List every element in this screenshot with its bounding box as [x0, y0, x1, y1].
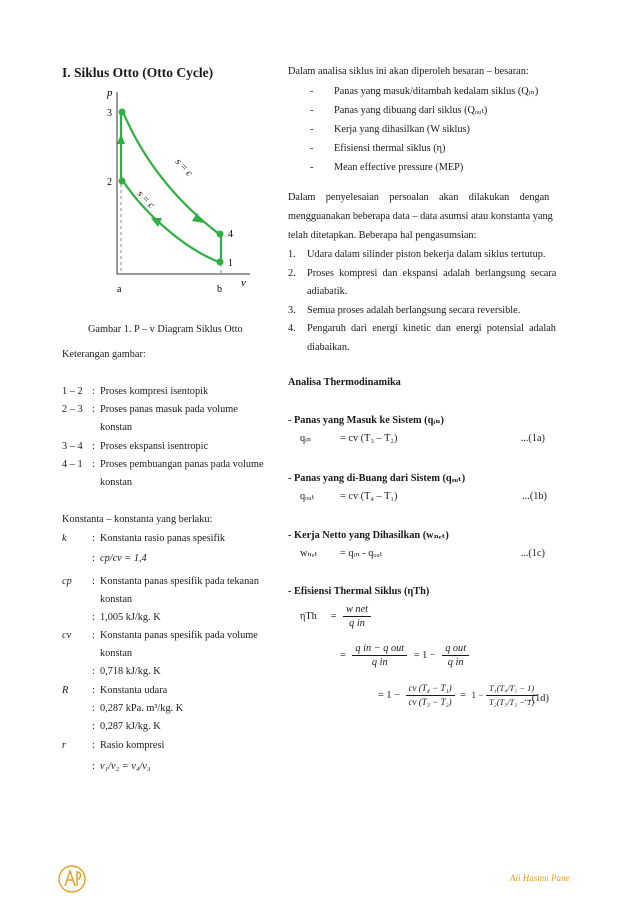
constant-row: : 0,718 kJ/kg. K: [92, 666, 161, 677]
point-4: [217, 231, 224, 238]
constant-row: : 0,287 kJ/kg. K: [92, 721, 161, 732]
efficiency-line-1: ηTh = $\frac{\text{w net}}{\text{q in}}$: [300, 603, 371, 630]
label-1: 1: [228, 258, 233, 269]
bullet-item: - Efisiensi thermal siklus (η): [310, 143, 446, 154]
paragraph-line: Dalam penyelesaian persoalan akan dilakukan dengan: [288, 192, 550, 203]
p-label: p: [107, 87, 113, 99]
process-3-4: [123, 112, 219, 234]
constant-row: k : Konstanta rasio panas spesifik: [62, 533, 225, 544]
equation-1c: wₙₑₜ = qᵢₙ - qₒᵤₜ ...(1c): [300, 548, 545, 559]
arrow-down-right-icon: [192, 213, 203, 223]
constant-row: : 0,287 kPa. m³/kg. K: [92, 703, 184, 714]
constant-row: : v₁/v₂ = v₄/v₃: [92, 761, 151, 772]
legend-row: 2 – 3 : Proses panas masuk pada volume: [62, 404, 238, 415]
bullet-item: - Mean effective pressure (MEP): [310, 162, 464, 173]
isentropic-label-compression: s = c: [134, 188, 157, 211]
axis-label-a: a: [117, 284, 122, 295]
legend-row: 1 – 2 : Proses kompresi isentopik: [62, 386, 209, 397]
legend-row: konstan: [100, 477, 133, 488]
constant-row: konstan: [100, 648, 133, 659]
author-logo-icon: [57, 864, 87, 894]
paragraph-line: telah ditetapkan. Beberapa hal pengasumsian:: [288, 230, 477, 241]
constant-row: : 1,005 kJ/kg. K: [92, 612, 161, 623]
constant-row: r : Rasio kompresi: [62, 740, 165, 751]
paragraph-line: mengguanakan beberapa data – data asumsi atau konstanta yang: [288, 211, 553, 222]
bullet-item: - Panas yang masuk/ditambah kedalam siklus (Qᵢₙ): [310, 86, 539, 97]
author-name: Ali Hasimi Pane: [510, 873, 570, 883]
constant-row: cv : Konstanta panas spesifik pada volume: [62, 630, 258, 641]
point-2: [119, 178, 126, 185]
assumption-item: adiabatik.: [307, 286, 348, 297]
assumption-item: 4. Pengaruh dari energi kinetic dan energi potensial adalah: [288, 323, 556, 334]
arrow-up-icon: [117, 134, 125, 144]
section-title-qout: - Panas yang di-Buang dari Sistem (qₒᵤₜ): [288, 473, 466, 484]
intro-text: Dalam analisa siklus ini akan diperoleh besaran – besaran:: [288, 66, 529, 77]
assumption-item: diabaikan.: [307, 342, 350, 353]
thermo-heading: Analisa Thermodinamika: [288, 377, 401, 388]
section-title-qin: - Panas yang Masuk ke Sistem (qᵢₙ): [288, 415, 444, 426]
point-1: [217, 259, 224, 266]
assumption-item: 2. Proses kompresi dan ekspansi adalah berlangsung secara: [288, 268, 557, 279]
section-heading: I. Siklus Otto (Otto Cycle): [62, 65, 214, 80]
efficiency-ref: ...(1d): [524, 693, 549, 704]
legend-row: konstan: [100, 422, 133, 433]
equation-1a: qᵢₙ = cv (T₃ – T₂) ...(1a): [300, 433, 545, 444]
label-3: 3: [107, 108, 112, 119]
label-4: 4: [228, 229, 233, 240]
constant-row: : cp/cv = 1,4: [92, 553, 147, 564]
bullet-item: - Panas yang dibuang dari siklus (Qₒᵤₜ): [310, 105, 488, 116]
figure-caption: Gambar 1. P – v Diagram Siklus Otto: [88, 324, 243, 335]
pv-diagram: [85, 84, 260, 304]
section-title-wnet: - Kerja Netto yang Dihasilkan (wₙₑₜ): [288, 530, 449, 541]
section-title-efficiency: - Efisiensi Thermal Siklus (ηTh): [288, 586, 430, 597]
axis-label-b: b: [217, 284, 222, 295]
equation-1b: qₒᵤₜ = cv (T₄ – T₁) ...(1b): [300, 491, 547, 502]
point-3: [119, 109, 126, 116]
efficiency-line-3: = 1 − $\frac{\text{cv (T₄ − T₁)}}{\text{cv (T₃ − T₂)}}$ = 1 − $\frac{\text{T₁(T₄/T₁ − 1)}}{\text{T₂(T₃/T₂ − 1)}}$: [378, 682, 550, 709]
legend-row: 4 – 1 : Proses pembuangan panas pada volume: [62, 459, 264, 470]
bullet-item: - Kerja yang dihasilkan (W siklus): [310, 124, 470, 135]
constant-row: konstan: [100, 594, 133, 605]
legend-heading: Keterangan gambar:: [62, 349, 146, 360]
constants-heading: Konstanta – konstanta yang berlaku:: [62, 514, 213, 525]
assumption-item: 1. Udara dalam silinder piston bekerja dalam siklus tertutup.: [288, 249, 546, 260]
assumption-item: 3. Semua proses adalah berlangsung secara reversible.: [288, 305, 521, 316]
legend-row: 3 – 4 : Proses ekspansi isentropic: [62, 441, 209, 452]
label-2: 2: [107, 177, 112, 188]
efficiency-line-2: = $\frac{\text{q in − q out}}{\text{q in}}$ = 1 − $\frac{\text{q out}}{\text{q in}}$: [340, 642, 469, 669]
constant-row: cp : Konstanta panas spesifik pada tekanan: [62, 576, 259, 587]
v-label: v: [241, 277, 246, 289]
isentropic-label-expansion: s = c: [172, 156, 195, 179]
constant-row: R : Konstanta udara: [62, 685, 168, 696]
